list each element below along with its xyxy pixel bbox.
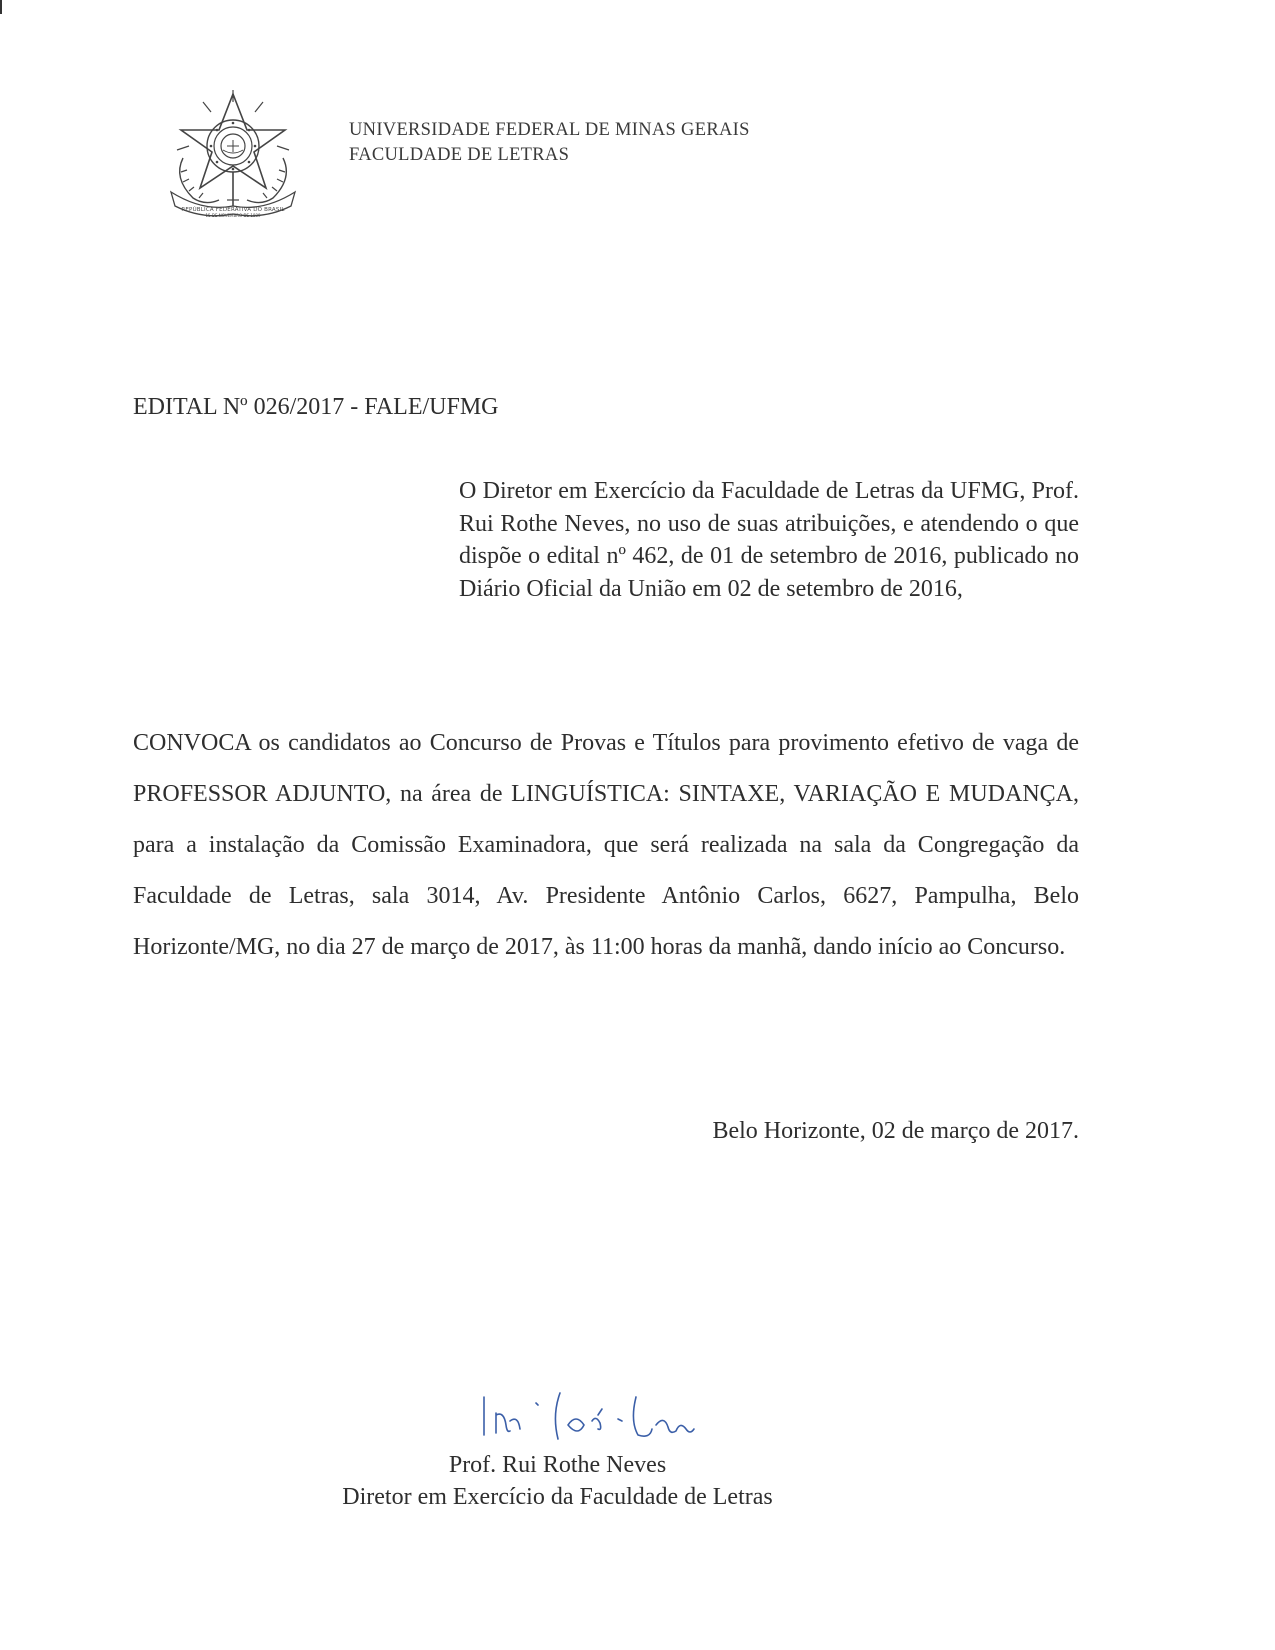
svg-text:15 DE NOVEMBRO DE 1889: 15 DE NOVEMBRO DE 1889 bbox=[205, 213, 261, 218]
preamble-paragraph: O Diretor em Exercício da Faculdade de Letras da UFMG, Prof. Rui Rothe Neves, no uso de suas atribuições, e atendendo o que dispõe o edital nº 462, de 01 de setembro de 2016, publicado no Diário Oficial da União em 02 de setembro de 2016, bbox=[459, 478, 1079, 602]
svg-text:REPÚBLICA FEDERATIVA DO BRASIL: REPÚBLICA FEDERATIVA DO BRASIL bbox=[181, 207, 285, 213]
letterhead bbox=[349, 118, 750, 168]
scan-edge-mark bbox=[0, 0, 2, 14]
convocation-paragraph: CONVOCA os candidatos ao Concurso de Provas e Títulos para provimento efetivo de vaga de PROFESSOR ADJUNTO, na área de LINGUÍSTICA: SINTAXE, VARIAÇÃO E MUDANÇA, para a instalação da Comissão Examinadora, que será realizada na sala da Congregação da Faculdade de Letras, sala 3014, Av. Presidente Antônio Carlos, 6627, Pampulha, Belo Horizonte/MG, no dia 27 de março de 2017, às 11:00 horas da manhã, dando início ao Concurso. bbox=[133, 730, 1079, 960]
signer-role: Diretor em Exercício da Faculdade de Letras bbox=[342, 1484, 773, 1510]
coat-of-arms-seal-icon bbox=[163, 88, 303, 218]
edital-title: EDITAL Nº 026/2017 - FALE/UFMG bbox=[133, 394, 499, 420]
place-date-line: Belo Horizonte, 02 de março de 2017. bbox=[712, 1118, 1079, 1144]
handwritten-signature-icon bbox=[480, 1385, 770, 1445]
faculty-name: FACULDADE DE LETRAS bbox=[349, 145, 570, 165]
university-name: UNIVERSIDADE FEDERAL DE MINAS GERAIS bbox=[349, 120, 750, 140]
signer-name: Prof. Rui Rothe Neves bbox=[448, 1452, 667, 1478]
